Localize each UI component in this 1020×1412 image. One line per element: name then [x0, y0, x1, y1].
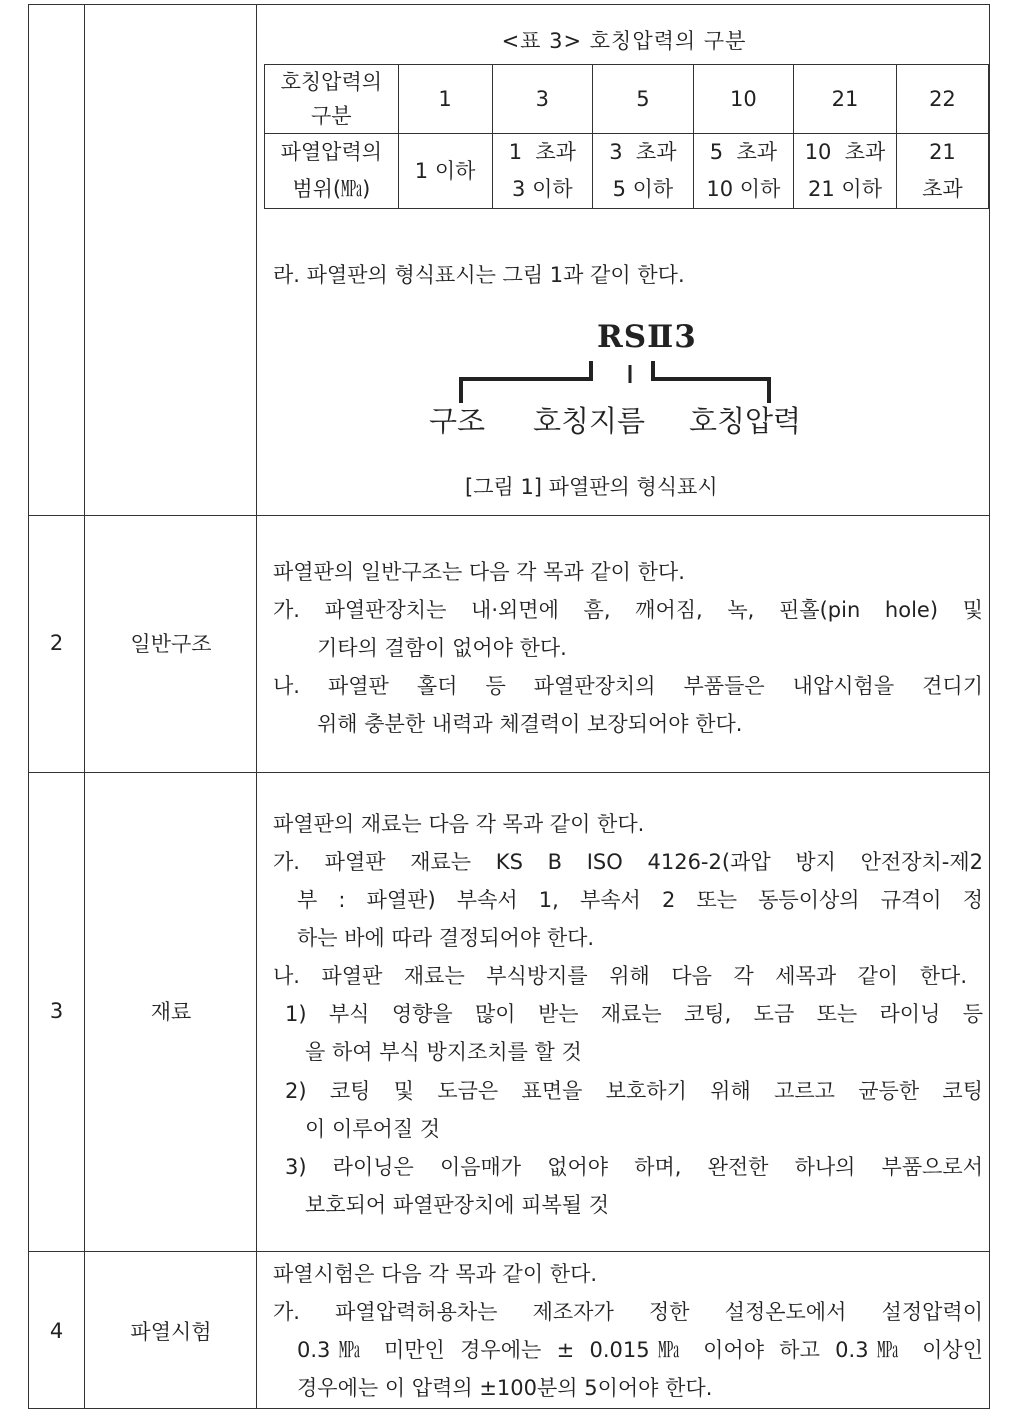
section-number: 3: [49, 999, 64, 1023]
standards-table: [28, 4, 990, 1409]
paragraph-line: 기타의 결함이 없어야 한다.: [317, 636, 567, 660]
table-cell: 1 초과 3 이하: [492, 134, 593, 209]
paragraph-line: 3) 라이닝은 이음매가 없어야 하며, 완전한 하나의 부품으로서: [285, 1155, 983, 1179]
label-nominal-size: 호칭지름: [533, 404, 646, 438]
table-cell: 10 초과 21 이하: [794, 134, 897, 209]
table-cell: 10: [693, 65, 794, 134]
table-row: [265, 65, 989, 134]
paragraph-line: 나. 파열판 재료는 부식방지를 위해 다음 각 세목과 같이 한다.: [273, 964, 967, 988]
paragraph-line: 보호되어 파열판장치에 피복될 것: [305, 1193, 610, 1217]
table-cell: 3: [492, 65, 593, 134]
column-divider: [84, 5, 85, 1408]
paragraph-line: 부 : 파열판) 부속서 1, 부속서 2 또는 동등이상의 규격이 정: [297, 888, 983, 912]
item-ra: 라. 파열판의 형식표시는 그림 1과 같이 한다.: [273, 263, 685, 287]
table-header-cell: 파열압력의 범위(㎫): [265, 134, 399, 209]
paragraph-line: 위해 충분한 내력과 체결력이 보장되어야 한다.: [317, 712, 743, 736]
table-cell: 1 이하: [398, 134, 492, 209]
row-divider: [29, 772, 989, 773]
type-code: RSⅡ3: [597, 319, 697, 355]
paragraph-line: 가. 파열판 재료는 KS B ISO 4126-2(과압 방지 안전장치-제2: [273, 850, 983, 874]
table-cell: 21 초과: [896, 134, 988, 209]
row-divider: [29, 515, 989, 516]
paragraph-line: 가. 파열압력허용차는 제조자가 정한 설정온도에서 설정압력이: [273, 1300, 983, 1324]
label-structure: 구조: [429, 404, 486, 438]
paragraph-line: 경우에는 이 압력의 ±100분의 5이어야 한다.: [297, 1376, 713, 1400]
paragraph-line: 1) 부식 영향을 많이 받는 재료는 코팅, 도금 또는 라이닝 등: [285, 1002, 983, 1026]
section-title: 재료: [150, 1000, 192, 1024]
table3-caption: <표 3> 호칭압력의 구분: [501, 29, 747, 53]
paragraph-line: 2) 코팅 및 도금은 표면을 보호하기 위해 고르고 균등한 코팅: [285, 1079, 983, 1103]
section-number: 2: [49, 631, 64, 655]
column-divider: [256, 5, 257, 1408]
table-cell: 22: [896, 65, 988, 134]
table-cell: 1: [398, 65, 492, 134]
paragraph-line: 나. 파열판 홀더 등 파열판장치의 부품들은 내압시험을 견디기: [273, 674, 983, 698]
row-divider: [29, 1251, 989, 1252]
paragraph-line: 을 하여 부식 방지조치를 할 것: [305, 1040, 582, 1064]
figure-caption: [그림 1] 파열판의 형식표시: [465, 475, 718, 499]
table-cell: 5 초과 10 이하: [693, 134, 794, 209]
paragraph-line: 파열판의 재료는 다음 각 목과 같이 한다.: [273, 812, 645, 836]
table-cell: 21: [794, 65, 897, 134]
paragraph-line: 가. 파열판장치는 내·외면에 흠, 깨어짐, 녹, 핀홀(pin hole) 및: [273, 598, 983, 622]
table-header-cell: 호칭압력의 구분: [265, 65, 399, 134]
table-cell: 5: [593, 65, 694, 134]
table-row: [265, 134, 989, 209]
paragraph-line: 하는 바에 따라 결정되어야 한다.: [297, 926, 595, 950]
section-number: 4: [49, 1319, 64, 1343]
section-title: 파열시험: [130, 1320, 212, 1344]
section-title: 일반구조: [130, 632, 212, 656]
paragraph-line: 이 이루어질 것: [305, 1117, 441, 1141]
paragraph-line: 파열시험은 다음 각 목과 같이 한다.: [273, 1262, 598, 1286]
label-nominal-pressure: 호칭압력: [689, 404, 802, 438]
nominal-pressure-table: [264, 64, 989, 209]
paragraph-line: 0.3㎫ 미만인 경우에는 ± 0.015㎫ 이어야 하고 0.3㎫ 이상인: [297, 1338, 983, 1362]
paragraph-line: 파열판의 일반구조는 다음 각 목과 같이 한다.: [273, 560, 685, 584]
table-cell: 3 초과 5 이하: [593, 134, 694, 209]
